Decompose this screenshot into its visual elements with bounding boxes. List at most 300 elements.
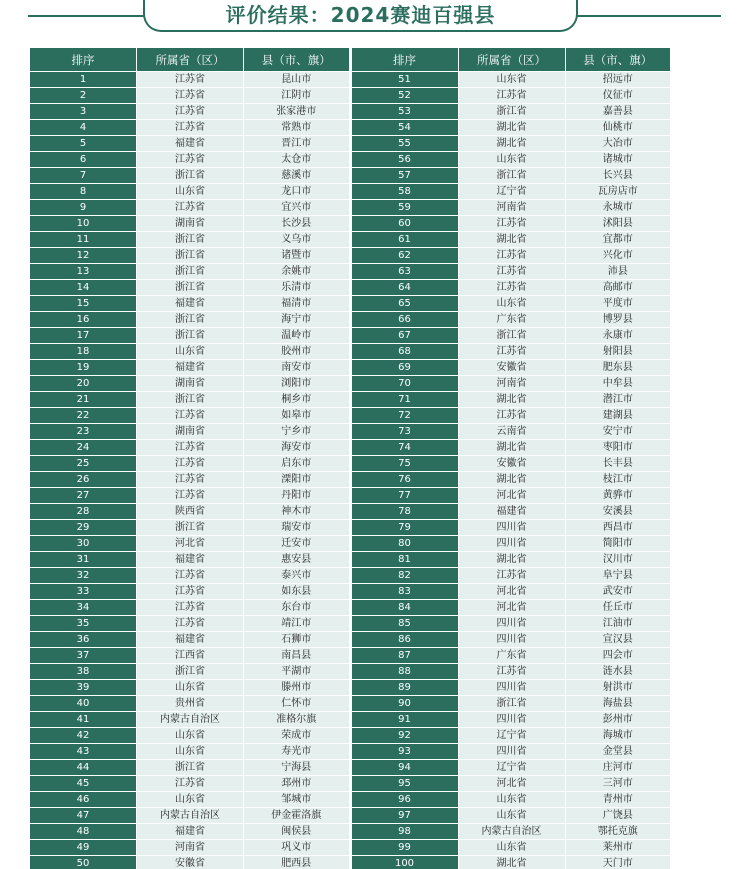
header-row bbox=[352, 48, 672, 72]
rank-cell: 5 bbox=[30, 136, 137, 152]
province-cell: 江苏省 bbox=[459, 88, 566, 104]
county-cell: 汉川市 bbox=[566, 552, 672, 568]
county-cell: 海城市 bbox=[566, 728, 672, 744]
rank-cell: 95 bbox=[352, 776, 459, 792]
rank-cell: 36 bbox=[30, 632, 137, 648]
province-cell: 山东省 bbox=[137, 184, 244, 200]
rank-cell: 90 bbox=[352, 696, 459, 712]
rank-cell: 49 bbox=[30, 840, 137, 856]
province-cell: 广东省 bbox=[459, 648, 566, 664]
rank-cell: 85 bbox=[352, 616, 459, 632]
province-cell: 江苏省 bbox=[459, 216, 566, 232]
county-cell: 阜宁县 bbox=[566, 568, 672, 584]
province-cell: 山东省 bbox=[137, 344, 244, 360]
province-cell: 浙江省 bbox=[137, 328, 244, 344]
county-cell: 仙桃市 bbox=[566, 120, 672, 136]
county-cell: 荣成市 bbox=[244, 728, 350, 744]
table-row bbox=[352, 776, 672, 792]
province-cell: 浙江省 bbox=[459, 328, 566, 344]
table-row bbox=[352, 648, 672, 664]
county-cell: 丹阳市 bbox=[244, 488, 350, 504]
county-cell: 诸暨市 bbox=[244, 248, 350, 264]
title-rule-right bbox=[576, 15, 721, 17]
table-row bbox=[352, 744, 672, 760]
province-cell: 江苏省 bbox=[137, 456, 244, 472]
county-cell: 仁怀市 bbox=[244, 696, 350, 712]
province-cell: 河北省 bbox=[459, 488, 566, 504]
county-cell: 石狮市 bbox=[244, 632, 350, 648]
table-row bbox=[352, 600, 672, 616]
title-box bbox=[143, 0, 578, 32]
county-cell: 迁安市 bbox=[244, 536, 350, 552]
table-row bbox=[352, 376, 672, 392]
county-cell: 海宁市 bbox=[244, 312, 350, 328]
province-cell: 湖南省 bbox=[137, 376, 244, 392]
rank-cell: 20 bbox=[30, 376, 137, 392]
province-cell: 云南省 bbox=[459, 424, 566, 440]
county-cell: 三河市 bbox=[566, 776, 672, 792]
county-cell: 闽侯县 bbox=[244, 824, 350, 840]
county-cell: 平湖市 bbox=[244, 664, 350, 680]
province-cell: 湖南省 bbox=[137, 216, 244, 232]
table-row bbox=[352, 136, 672, 152]
table-row bbox=[352, 568, 672, 584]
table-row bbox=[352, 856, 672, 869]
table-row bbox=[352, 232, 672, 248]
table-row bbox=[30, 120, 350, 136]
table-row bbox=[30, 520, 350, 536]
rank-cell: 82 bbox=[352, 568, 459, 584]
table-row bbox=[352, 216, 672, 232]
rank-cell: 54 bbox=[352, 120, 459, 136]
county-cell: 仪征市 bbox=[566, 88, 672, 104]
table-row bbox=[30, 696, 350, 712]
rank-cell: 3 bbox=[30, 104, 137, 120]
province-cell: 福建省 bbox=[137, 552, 244, 568]
county-cell: 宜都市 bbox=[566, 232, 672, 248]
rank-cell: 27 bbox=[30, 488, 137, 504]
province-cell: 浙江省 bbox=[459, 168, 566, 184]
province-cell: 四川省 bbox=[459, 744, 566, 760]
rank-cell: 72 bbox=[352, 408, 459, 424]
county-cell: 准格尔旗 bbox=[244, 712, 350, 728]
table-row bbox=[352, 312, 672, 328]
table-row bbox=[352, 552, 672, 568]
rank-cell: 89 bbox=[352, 680, 459, 696]
county-cell: 海安市 bbox=[244, 440, 350, 456]
county-cell: 胶州市 bbox=[244, 344, 350, 360]
table-row bbox=[352, 280, 672, 296]
table-row bbox=[30, 552, 350, 568]
province-cell: 山东省 bbox=[459, 72, 566, 88]
table-row bbox=[30, 680, 350, 696]
province-cell: 福建省 bbox=[137, 360, 244, 376]
ranking-table-left bbox=[30, 48, 350, 869]
table-row bbox=[352, 392, 672, 408]
province-cell: 湖北省 bbox=[459, 136, 566, 152]
table-row bbox=[30, 72, 350, 88]
rank-cell: 81 bbox=[352, 552, 459, 568]
province-cell: 江苏省 bbox=[137, 776, 244, 792]
table-row bbox=[30, 344, 350, 360]
table-row bbox=[30, 216, 350, 232]
county-cell: 张家港市 bbox=[244, 104, 350, 120]
table-body-right bbox=[352, 72, 672, 869]
table-row bbox=[352, 296, 672, 312]
province-cell: 福建省 bbox=[137, 632, 244, 648]
province-cell: 河南省 bbox=[459, 200, 566, 216]
header-county: 县（市、旗） bbox=[244, 48, 350, 72]
province-cell: 江苏省 bbox=[459, 408, 566, 424]
rank-cell: 30 bbox=[30, 536, 137, 552]
table-row bbox=[30, 264, 350, 280]
table-row bbox=[30, 280, 350, 296]
county-cell: 江油市 bbox=[566, 616, 672, 632]
province-cell: 湖南省 bbox=[137, 424, 244, 440]
rank-cell: 9 bbox=[30, 200, 137, 216]
table-row bbox=[352, 120, 672, 136]
province-cell: 山东省 bbox=[137, 744, 244, 760]
rank-cell: 47 bbox=[30, 808, 137, 824]
province-cell: 江苏省 bbox=[459, 344, 566, 360]
rank-cell: 15 bbox=[30, 296, 137, 312]
rank-cell: 97 bbox=[352, 808, 459, 824]
county-cell: 广饶县 bbox=[566, 808, 672, 824]
province-cell: 四川省 bbox=[459, 712, 566, 728]
county-cell: 射阳县 bbox=[566, 344, 672, 360]
table-row bbox=[352, 200, 672, 216]
rank-cell: 12 bbox=[30, 248, 137, 264]
rank-cell: 58 bbox=[352, 184, 459, 200]
province-cell: 浙江省 bbox=[137, 520, 244, 536]
rank-cell: 46 bbox=[30, 792, 137, 808]
rank-cell: 51 bbox=[352, 72, 459, 88]
province-cell: 湖北省 bbox=[459, 552, 566, 568]
county-cell: 昆山市 bbox=[244, 72, 350, 88]
province-cell: 山东省 bbox=[459, 840, 566, 856]
county-cell: 枣阳市 bbox=[566, 440, 672, 456]
county-cell: 太仓市 bbox=[244, 152, 350, 168]
county-cell: 枝江市 bbox=[566, 472, 672, 488]
rank-cell: 26 bbox=[30, 472, 137, 488]
table-row bbox=[352, 504, 672, 520]
province-cell: 山东省 bbox=[459, 296, 566, 312]
header-row bbox=[30, 48, 350, 72]
county-cell: 兴化市 bbox=[566, 248, 672, 264]
province-cell: 浙江省 bbox=[137, 760, 244, 776]
rank-cell: 94 bbox=[352, 760, 459, 776]
rank-cell: 19 bbox=[30, 360, 137, 376]
rank-cell: 88 bbox=[352, 664, 459, 680]
county-cell: 江阴市 bbox=[244, 88, 350, 104]
table-row bbox=[352, 472, 672, 488]
province-cell: 河北省 bbox=[459, 600, 566, 616]
province-cell: 安徽省 bbox=[459, 360, 566, 376]
table-row bbox=[30, 808, 350, 824]
county-cell: 庄河市 bbox=[566, 760, 672, 776]
rank-cell: 92 bbox=[352, 728, 459, 744]
rank-cell: 45 bbox=[30, 776, 137, 792]
province-cell: 浙江省 bbox=[137, 664, 244, 680]
province-cell: 江苏省 bbox=[137, 488, 244, 504]
county-cell: 瑞安市 bbox=[244, 520, 350, 536]
rank-cell: 84 bbox=[352, 600, 459, 616]
table-row bbox=[352, 712, 672, 728]
county-cell: 南安市 bbox=[244, 360, 350, 376]
table-row bbox=[30, 424, 350, 440]
county-cell: 天门市 bbox=[566, 856, 672, 869]
table-row bbox=[30, 408, 350, 424]
rank-cell: 8 bbox=[30, 184, 137, 200]
province-cell: 河北省 bbox=[459, 584, 566, 600]
county-cell: 招远市 bbox=[566, 72, 672, 88]
table-row bbox=[352, 728, 672, 744]
rank-cell: 86 bbox=[352, 632, 459, 648]
rank-cell: 53 bbox=[352, 104, 459, 120]
table-row bbox=[352, 88, 672, 104]
table-row bbox=[352, 664, 672, 680]
rank-cell: 44 bbox=[30, 760, 137, 776]
province-cell: 浙江省 bbox=[459, 696, 566, 712]
county-cell: 宣汉县 bbox=[566, 632, 672, 648]
rank-cell: 17 bbox=[30, 328, 137, 344]
table-row bbox=[352, 520, 672, 536]
province-cell: 辽宁省 bbox=[459, 184, 566, 200]
table-row bbox=[30, 232, 350, 248]
table-row bbox=[352, 328, 672, 344]
province-cell: 湖北省 bbox=[459, 472, 566, 488]
table-row bbox=[30, 392, 350, 408]
header-rank: 排序 bbox=[30, 48, 137, 72]
province-cell: 贵州省 bbox=[137, 696, 244, 712]
table-row bbox=[30, 760, 350, 776]
rank-cell: 59 bbox=[352, 200, 459, 216]
table-row bbox=[352, 680, 672, 696]
table-row bbox=[30, 584, 350, 600]
rank-cell: 4 bbox=[30, 120, 137, 136]
table-row bbox=[352, 248, 672, 264]
header-province: 所属省（区） bbox=[459, 48, 566, 72]
province-cell: 江苏省 bbox=[137, 616, 244, 632]
province-cell: 江苏省 bbox=[137, 440, 244, 456]
county-cell: 大冶市 bbox=[566, 136, 672, 152]
rank-cell: 24 bbox=[30, 440, 137, 456]
table-row bbox=[352, 584, 672, 600]
table-row bbox=[30, 168, 350, 184]
province-cell: 四川省 bbox=[459, 616, 566, 632]
province-cell: 江苏省 bbox=[137, 152, 244, 168]
county-cell: 鄂托克旗 bbox=[566, 824, 672, 840]
province-cell: 江苏省 bbox=[137, 72, 244, 88]
table-row bbox=[30, 184, 350, 200]
rank-cell: 43 bbox=[30, 744, 137, 760]
province-cell: 山东省 bbox=[137, 728, 244, 744]
county-cell: 潜江市 bbox=[566, 392, 672, 408]
county-cell: 安宁市 bbox=[566, 424, 672, 440]
rank-cell: 40 bbox=[30, 696, 137, 712]
county-cell: 神木市 bbox=[244, 504, 350, 520]
county-cell: 武安市 bbox=[566, 584, 672, 600]
rank-cell: 93 bbox=[352, 744, 459, 760]
county-cell: 伊金霍洛旗 bbox=[244, 808, 350, 824]
county-cell: 惠安县 bbox=[244, 552, 350, 568]
table-row bbox=[30, 568, 350, 584]
province-cell: 江苏省 bbox=[459, 664, 566, 680]
rank-cell: 25 bbox=[30, 456, 137, 472]
county-cell: 长丰县 bbox=[566, 456, 672, 472]
province-cell: 安徽省 bbox=[137, 856, 244, 869]
county-cell: 启东市 bbox=[244, 456, 350, 472]
county-cell: 靖江市 bbox=[244, 616, 350, 632]
county-cell: 安溪县 bbox=[566, 504, 672, 520]
rank-cell: 99 bbox=[352, 840, 459, 856]
county-cell: 高邮市 bbox=[566, 280, 672, 296]
title-banner bbox=[0, 0, 747, 36]
table-row bbox=[352, 184, 672, 200]
table-row bbox=[30, 440, 350, 456]
table-row bbox=[30, 104, 350, 120]
page-title: 评价结果：2024赛迪百强县 bbox=[225, 2, 496, 27]
rank-cell: 74 bbox=[352, 440, 459, 456]
county-cell: 巩义市 bbox=[244, 840, 350, 856]
table-row bbox=[352, 344, 672, 360]
county-cell: 诸城市 bbox=[566, 152, 672, 168]
rank-cell: 64 bbox=[352, 280, 459, 296]
county-cell: 宁乡市 bbox=[244, 424, 350, 440]
table-row bbox=[352, 360, 672, 376]
province-cell: 浙江省 bbox=[459, 104, 566, 120]
table-row bbox=[30, 152, 350, 168]
table-row bbox=[352, 264, 672, 280]
table-row bbox=[352, 760, 672, 776]
table-row bbox=[30, 600, 350, 616]
county-cell: 邹城市 bbox=[244, 792, 350, 808]
province-cell: 江苏省 bbox=[137, 568, 244, 584]
rank-cell: 33 bbox=[30, 584, 137, 600]
county-cell: 沭阳县 bbox=[566, 216, 672, 232]
county-cell: 桐乡市 bbox=[244, 392, 350, 408]
county-cell: 青州市 bbox=[566, 792, 672, 808]
table-row bbox=[352, 632, 672, 648]
county-cell: 长兴县 bbox=[566, 168, 672, 184]
rank-cell: 79 bbox=[352, 520, 459, 536]
province-cell: 江苏省 bbox=[137, 88, 244, 104]
rank-cell: 7 bbox=[30, 168, 137, 184]
table-row bbox=[352, 168, 672, 184]
rank-cell: 22 bbox=[30, 408, 137, 424]
province-cell: 浙江省 bbox=[137, 280, 244, 296]
county-cell: 乐清市 bbox=[244, 280, 350, 296]
province-cell: 湖北省 bbox=[459, 856, 566, 869]
table-row bbox=[352, 104, 672, 120]
province-cell: 湖北省 bbox=[459, 232, 566, 248]
table-row bbox=[30, 312, 350, 328]
province-cell: 辽宁省 bbox=[459, 728, 566, 744]
province-cell: 福建省 bbox=[137, 824, 244, 840]
table-row bbox=[352, 808, 672, 824]
rank-cell: 60 bbox=[352, 216, 459, 232]
province-cell: 江苏省 bbox=[137, 200, 244, 216]
rank-cell: 23 bbox=[30, 424, 137, 440]
province-cell: 湖北省 bbox=[459, 392, 566, 408]
table-row bbox=[352, 840, 672, 856]
county-cell: 中牟县 bbox=[566, 376, 672, 392]
province-cell: 广东省 bbox=[459, 312, 566, 328]
rank-cell: 87 bbox=[352, 648, 459, 664]
table-row bbox=[30, 136, 350, 152]
rank-cell: 6 bbox=[30, 152, 137, 168]
province-cell: 四川省 bbox=[459, 632, 566, 648]
province-cell: 浙江省 bbox=[137, 168, 244, 184]
rank-cell: 55 bbox=[352, 136, 459, 152]
province-cell: 江苏省 bbox=[459, 568, 566, 584]
province-cell: 四川省 bbox=[459, 680, 566, 696]
rank-cell: 76 bbox=[352, 472, 459, 488]
county-cell: 平度市 bbox=[566, 296, 672, 312]
rank-cell: 10 bbox=[30, 216, 137, 232]
rank-cell: 1 bbox=[30, 72, 137, 88]
table-row bbox=[30, 776, 350, 792]
county-cell: 沛县 bbox=[566, 264, 672, 280]
province-cell: 河北省 bbox=[137, 536, 244, 552]
rank-cell: 98 bbox=[352, 824, 459, 840]
province-cell: 江苏省 bbox=[137, 120, 244, 136]
province-cell: 江苏省 bbox=[137, 600, 244, 616]
province-cell: 内蒙古自治区 bbox=[137, 808, 244, 824]
province-cell: 山东省 bbox=[459, 792, 566, 808]
province-cell: 福建省 bbox=[137, 296, 244, 312]
county-cell: 寿光市 bbox=[244, 744, 350, 760]
province-cell: 湖北省 bbox=[459, 120, 566, 136]
rank-cell: 61 bbox=[352, 232, 459, 248]
rank-cell: 68 bbox=[352, 344, 459, 360]
county-cell: 博罗县 bbox=[566, 312, 672, 328]
table-row bbox=[352, 488, 672, 504]
table-row bbox=[30, 472, 350, 488]
county-cell: 简阳市 bbox=[566, 536, 672, 552]
county-cell: 西昌市 bbox=[566, 520, 672, 536]
county-cell: 彭州市 bbox=[566, 712, 672, 728]
rank-cell: 70 bbox=[352, 376, 459, 392]
county-cell: 福清市 bbox=[244, 296, 350, 312]
county-cell: 浏阳市 bbox=[244, 376, 350, 392]
table-row bbox=[30, 88, 350, 104]
table-row bbox=[30, 536, 350, 552]
header-rank: 排序 bbox=[352, 48, 459, 72]
county-cell: 永康市 bbox=[566, 328, 672, 344]
table-row bbox=[30, 248, 350, 264]
rank-cell: 57 bbox=[352, 168, 459, 184]
province-cell: 河北省 bbox=[459, 776, 566, 792]
table-row bbox=[30, 296, 350, 312]
county-cell: 义乌市 bbox=[244, 232, 350, 248]
rank-cell: 96 bbox=[352, 792, 459, 808]
rank-cell: 16 bbox=[30, 312, 137, 328]
county-cell: 莱州市 bbox=[566, 840, 672, 856]
province-cell: 江苏省 bbox=[459, 280, 566, 296]
province-cell: 浙江省 bbox=[137, 232, 244, 248]
rank-cell: 56 bbox=[352, 152, 459, 168]
table-row bbox=[352, 408, 672, 424]
province-cell: 河南省 bbox=[137, 840, 244, 856]
title-rule-left bbox=[28, 15, 148, 17]
ranking-table-right bbox=[352, 48, 672, 869]
rank-cell: 78 bbox=[352, 504, 459, 520]
rank-cell: 48 bbox=[30, 824, 137, 840]
county-cell: 常熟市 bbox=[244, 120, 350, 136]
province-cell: 陕西省 bbox=[137, 504, 244, 520]
county-cell: 永城市 bbox=[566, 200, 672, 216]
